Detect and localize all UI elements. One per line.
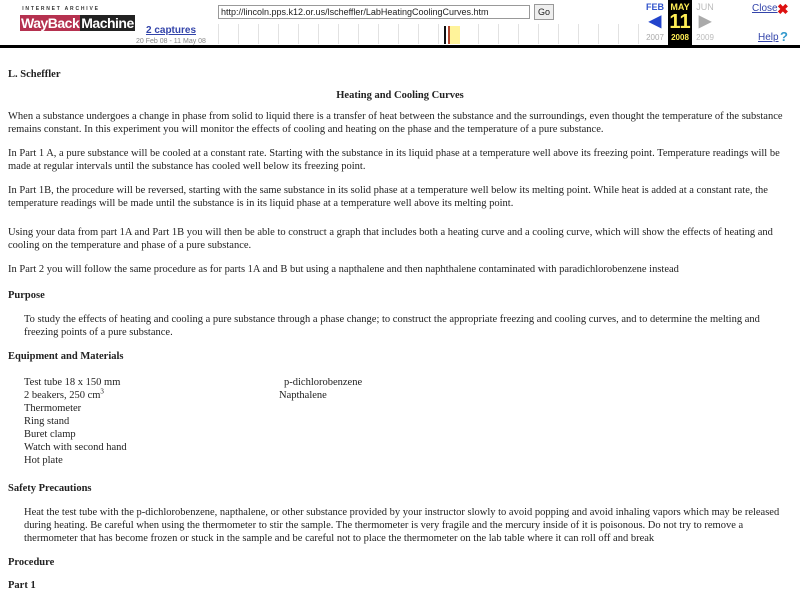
procedure-heading: Procedure: [8, 557, 55, 568]
material-item: Napthalene: [279, 390, 327, 401]
purpose-heading: Purpose: [8, 290, 45, 301]
wayback-toolbar: [0, 0, 800, 48]
equipment-item: Test tube 18 x 150 mm: [24, 377, 121, 388]
timeline-highlight: [450, 26, 460, 44]
equipment-item: 2 beakers, 250 $cm^3$: [24, 387, 104, 401]
logo-wayback-machine: WayBack Machine: [21, 15, 134, 31]
url-input[interactable]: http://lincoln.pps.k12.or.us/lscheffler/LabHeatingCoolingCurves.htm: [218, 5, 530, 19]
current-day: 11: [669, 11, 691, 33]
part1-heading: Part 1: [8, 580, 36, 591]
intro-paragraph-4: Using your data from part 1A and Part 1B you will then be able to construct a graph that includes both a heating curve and a cooling curve, which will show the effects of heating and cooling on the temperature and phase of a pure substance.: [8, 227, 773, 251]
equipment-item: Thermometer: [24, 403, 82, 414]
captures-info: [128, 25, 214, 45]
equipment-item: Buret clamp: [24, 429, 76, 440]
intro-paragraph-3: In Part 1B, the procedure will be reversed, starting with the same substance in its solid phase at a temperature well below its melting point. While heat is added at a constant rate, the temperature readings will be made until the substance is in its liquid phase at a temperature well above its melting point.: [8, 185, 768, 209]
prev-capture[interactable]: [643, 0, 667, 45]
equipment-item: Ring stand: [24, 416, 70, 427]
timeline-current-capture-mark[interactable]: [448, 26, 450, 44]
author-name: L. Scheffler: [8, 69, 61, 80]
equipment-item: Hot plate: [24, 455, 63, 466]
intro-paragraph-5: In Part 2 you will follow the same procedure as for parts 1A and B but using a napthalene and then naphthalene contaminated with paradichlorobenzene instead: [8, 264, 679, 275]
next-arrow-icon: ▶: [698, 13, 712, 30]
capture-calendar: [643, 0, 723, 45]
material-item: p-dichlorobenzene: [284, 377, 363, 388]
close-icon[interactable]: ✖: [777, 1, 789, 17]
safety-heading: Safety Precautions: [8, 483, 92, 494]
equipment-list: [24, 376, 127, 467]
prev-year[interactable]: 2007: [646, 33, 664, 42]
prev-arrow-icon[interactable]: ◀: [648, 13, 662, 30]
next-month: JUN: [696, 2, 714, 12]
captures-range: 20 Feb 08 - 11 May 08: [136, 38, 206, 45]
equipment-item: Watch with second hand: [24, 442, 127, 453]
prev-month[interactable]: FEB: [646, 2, 664, 12]
captures-link[interactable]: 2 captures: [145, 25, 197, 36]
close-link[interactable]: Close: [752, 3, 778, 14]
help-link[interactable]: Help: [758, 32, 779, 43]
equipment-heading: Equipment and Materials: [8, 351, 124, 362]
current-capture: [668, 0, 692, 45]
purpose-text: To study the effects of heating and cooling a pure substance through a phase change; to construct the appropriate freezing and cooling curves, and to determine the melting and freezing points of a pure substance.: [24, 314, 760, 338]
current-year: 2008: [671, 33, 689, 42]
logo-internet-archive-text: INTERNET ARCHIVE: [22, 6, 100, 12]
next-year: 2009: [696, 33, 714, 42]
help-icon[interactable]: ?: [780, 29, 788, 44]
intro-paragraph-1: When a substance undergoes a change in phase from solid to liquid there is a transfer of heat between the substance and the surroundings, even thought the temperature of the substance remains constant. In this experiment you will monitor the effects of cooling and heating on the phase and the temperature of a pure substance.: [8, 111, 783, 135]
current-month: MAY: [670, 2, 690, 12]
timeline-capture-mark[interactable]: [444, 26, 446, 44]
intro-paragraph-2: In Part 1 A, a pure substance will be cooled at a constant rate. Starting with the substance in its liquid phase at a temperature well above its freezing point. Temperature readings will be made at regular intervals until the substance has cooled well below its freezing point.: [8, 148, 780, 172]
wayback-logo[interactable]: [20, 6, 134, 36]
next-capture: [693, 0, 717, 45]
capture-timeline[interactable]: [214, 24, 638, 44]
safety-text: Heat the test tube with the p-dichlorobenzene, napthalene, or other substance provided by your instructor slowly to avoid popping and avoid inhaling vapors which may be released during heating. Be careful when using the thermometer to stir the sample. The thermometer is very fragile and the mercury inside of it is poisonous. Do not try to remove a thermometer that has become frozen or stuck in the sample and be careful not to place the thermometer on the lab table where it can roll off and break: [24, 507, 780, 544]
materials-list: [279, 376, 363, 402]
page-title: Heating and Cooling Curves: [336, 90, 464, 101]
go-button[interactable]: Go: [534, 4, 554, 20]
